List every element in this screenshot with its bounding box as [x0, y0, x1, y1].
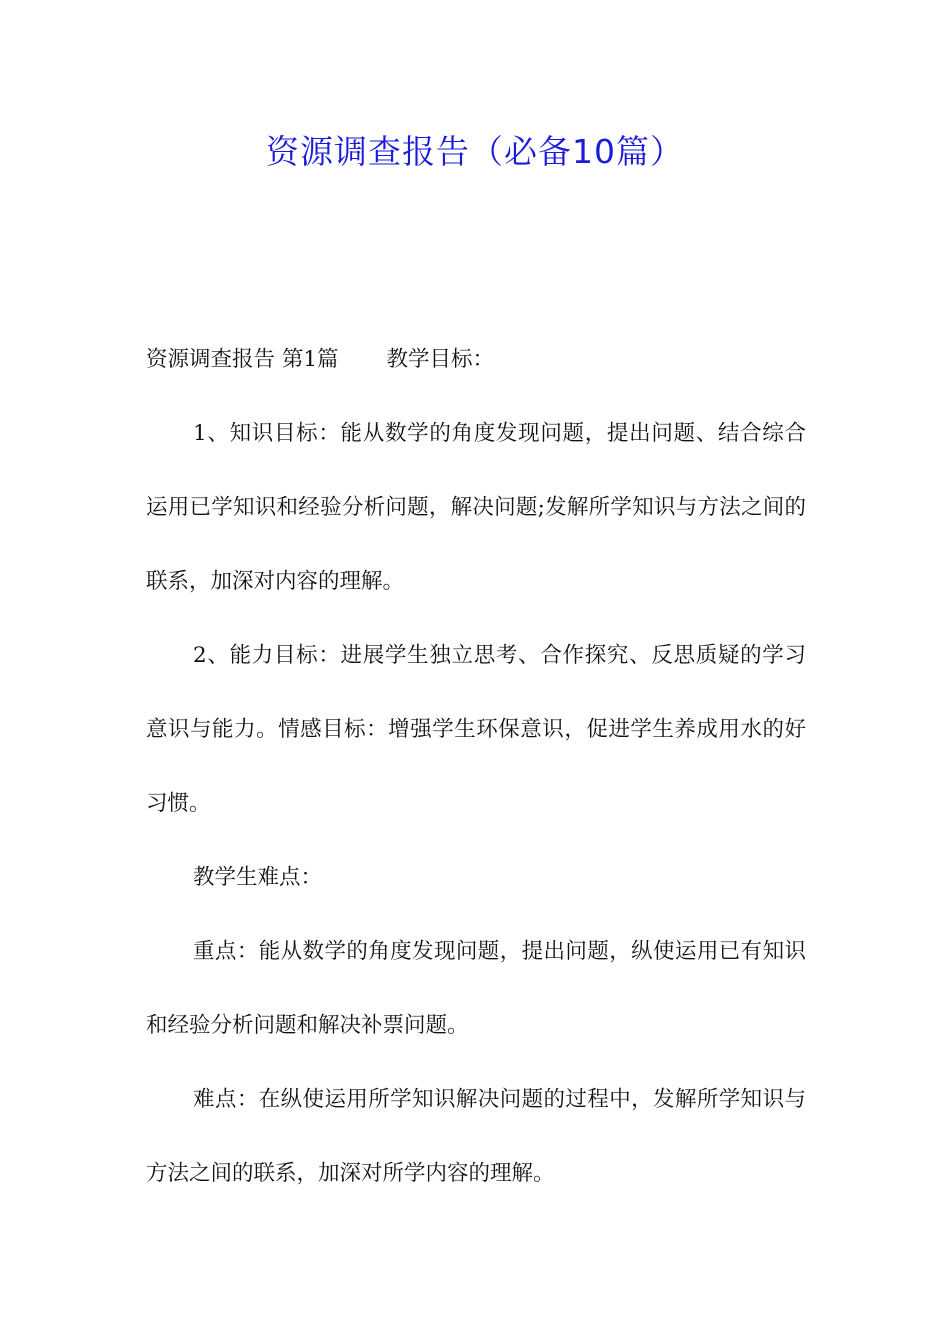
paragraph-difficult-point: 难点：在纵使运用所学知识解决问题的过程中，发解所学知识与方法之间的联系，加深对所学内容的理解。 — [146, 1087, 806, 1186]
section-heading: 资源调查报告 第1篇 — [146, 347, 339, 372]
paragraph-ability-goal: 2、能力目标：进展学生独立思考、合作探究、反思质疑的学习意识与能力。情感目标：增强学生环保意识，促进学生养成用水的好习惯。 — [146, 643, 806, 816]
document-body — [146, 323, 806, 1211]
paragraph-knowledge-goal: 1、知识目标：能从数学的角度发现问题，提出问题、结合综合运用已学知识和经验分析问题，解决问题;发解所学知识与方法之间的联系，加深对内容的理解。 — [146, 421, 806, 594]
document-title: 资源调查报告（必备10篇） — [266, 132, 684, 171]
paragraph-key-difficulties-heading: 教学生难点： — [193, 865, 323, 890]
section-heading-line — [146, 323, 806, 397]
paragraph-key-point: 重点：能从数学的角度发现问题，提出问题，纵使运用已有知识和经验分析问题和解决补票问题。 — [146, 939, 806, 1038]
section-subheading: 教学目标： — [386, 347, 495, 372]
